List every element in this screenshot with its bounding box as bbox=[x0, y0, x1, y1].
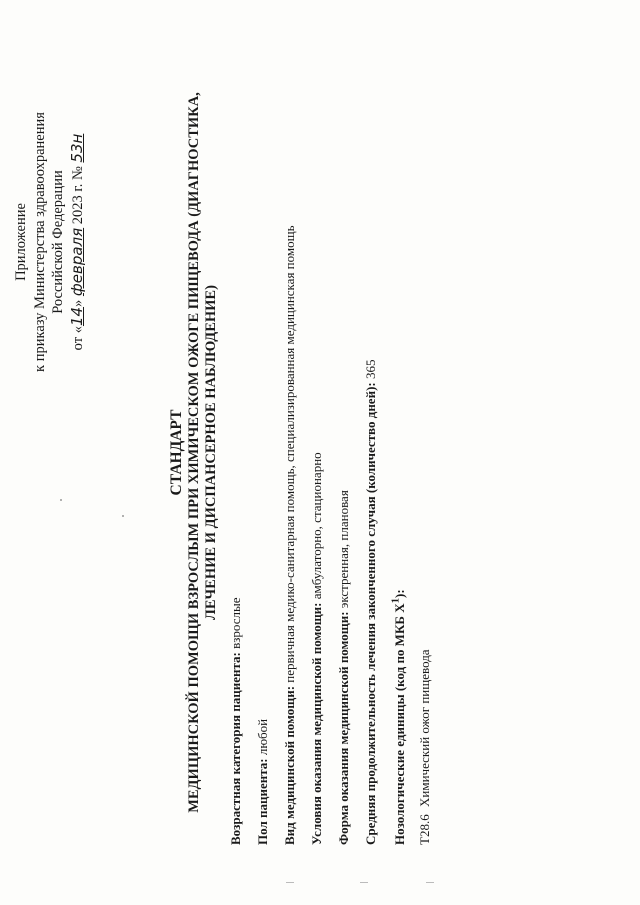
scan-speck bbox=[60, 499, 62, 501]
appendix-date-line bbox=[68, 62, 88, 422]
code-value: T28.6 bbox=[417, 814, 432, 845]
order-number: 53н bbox=[67, 133, 86, 163]
param-sex: Пол пациента: любой bbox=[255, 718, 270, 845]
scan-mark bbox=[426, 882, 434, 883]
appendix-federation: Российской Федерации bbox=[50, 170, 66, 314]
appendix-order-ref: к приказу Министерства здравоохранения bbox=[31, 112, 48, 372]
code-name: Химический ожог пищевода bbox=[417, 649, 432, 807]
param-care-type: Вид медицинской помощи: первичная медико-санитарная помощь, специализированная медицинская помощь bbox=[282, 225, 297, 845]
document-title bbox=[168, 0, 220, 905]
code-row bbox=[417, 649, 433, 845]
param-age: Возрастная категория пациента: взрослые bbox=[228, 597, 243, 845]
date-day: 14 bbox=[67, 306, 86, 327]
date-mid: » bbox=[69, 299, 86, 307]
appendix-block bbox=[12, 62, 87, 422]
date-year: 2023 г. № bbox=[69, 166, 86, 225]
scan-speck bbox=[122, 515, 124, 517]
param-duration: Средняя продолжительность лечения законченного случая (количество дней): 365 bbox=[363, 359, 378, 845]
title-main: СТАНДАРТ bbox=[168, 409, 185, 496]
scan-mark bbox=[360, 882, 368, 883]
date-month: февраля bbox=[67, 227, 86, 297]
param-form: Форма оказания медицинской помощи: экстренная, плановая bbox=[336, 490, 351, 845]
title-line-1: МЕДИЦИНСКОЙ ПОМОЩИ ВЗРОСЛЫМ ПРИ ХИМИЧЕСКОМ ОЖОГЕ ПИЩЕВОДА (ДИАГНОСТИКА, bbox=[186, 92, 202, 813]
param-nosology: Нозологические единицы (код по МКБ $X^1$): bbox=[390, 589, 408, 845]
title-line-2: ЛЕЧЕНИЕ И ДИСПАНСЕРНОЕ НАБЛЮДЕНИЕ) bbox=[203, 285, 219, 620]
scan-mark bbox=[286, 882, 294, 883]
appendix-title: Приложение bbox=[13, 203, 29, 281]
date-prefix: от « bbox=[69, 326, 86, 351]
param-conditions: Условия оказания медицинской помощи: амбулаторно, стационарно bbox=[309, 452, 324, 845]
